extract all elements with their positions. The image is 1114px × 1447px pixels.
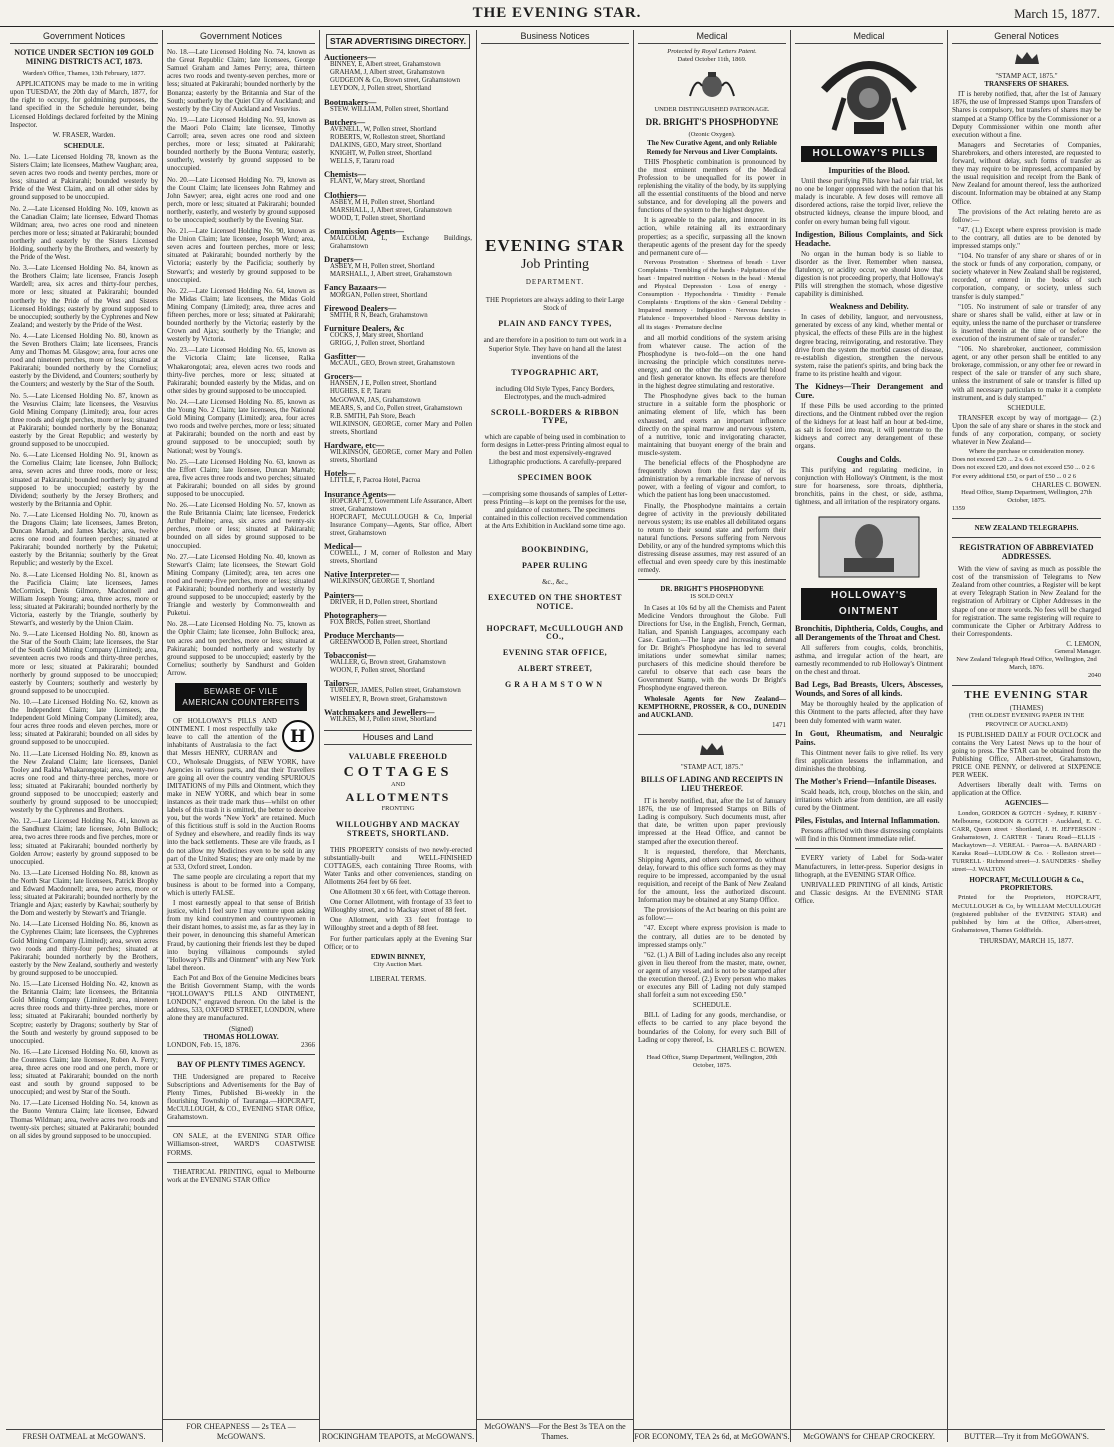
directory-entry: GREENWOOD B, Pollen street, Shortland [330,639,448,646]
directory-entry: WILKES, M J, Pollen street, Shortland [330,715,437,723]
holloway-crest-icon [814,50,924,140]
advertisers-text: Advertisers liberally dealt with. Terms on application at the Office. [952,781,1101,798]
holloway-ointment-banner: HOLLOWAY'S OINTMENT [801,588,937,620]
holding-entry: No. 6.—Late Licensed Holding No. 91, known as the Cornelius Claim; late licensee, John Bullock; area, seven acres and three roods, more or less; situated at Pakirarahi; bounded northerly by ground supposed to be unoccupied; easterly by the Dividend; southerly by the Jersey Brothers; and westerly by the Britannia and Ophir. [10,451,158,508]
section-header: Medical [795,30,943,44]
directory-category: Furniture Dealers, &c [324,322,405,333]
directory-category: Tobacconist— [324,650,376,661]
directory-category: Drapers— [324,254,363,265]
directory-entry: LEYDON, J, Pollen street, Shortland [330,85,431,93]
section-header: STAR ADVERTISING DIRECTORY. [326,34,470,49]
beware-banner [175,683,307,711]
paragraph: "104. No transfer of any share or shares of or in the stock or funds of any corporation, company, or society whatever in New Zealand shall be registered, recorded, or entered in the books of such corporation, company, or society, unless such transfer is duly stamped." [952,252,1101,301]
agency-list: London, GORDON & GOTCH · Sydney, F. KIRBY · Melbourne, GORDON & GOTCH · Auckland, E. C. CARR, Queen street · Shortland, J. H. JEFFERSON · Grahamstown, J. CARTER · Tararu Road—ELLIS · Mackaytown—J. VEREAL · Paeroa—A. BARNARD · Karaka Road—LUDLOW & Co. · Rolleston street—TURRELL · Richmond street—J. SAUNDERS · Shelley street—J. WALTON [952,809,1101,874]
directory-category: Tailors— [324,678,358,689]
directory-category: Gasfitter— [324,351,366,362]
directory-list [324,53,472,724]
holloway-warning-2: The same people are circulating a report that my business is about to be formed into a Company, which is utterly FALSE. [167,872,315,897]
subheading: In Gout, Rheumatism, and Neuralgic Pains. [795,728,943,747]
valuable-freehold: VALUABLE FREEHOLD [348,751,448,761]
schedule-row: Does not exceed £20 ... 2 s. 6 d. [952,456,1035,464]
subheading: Bronchitis, Diphtheria, Colds, Coughs, and all Derangements of the Throat and Chest. [795,624,943,642]
footer-ad: McGOWAN'S for CHEAP CROCKERY. [791,1429,947,1442]
column-general-notices [948,30,1105,1442]
liberal-terms: LIBERAL TERMS. [369,974,426,983]
directory-entry: McCAUL, GEO, Brown street, Grahamstown [330,360,455,368]
divider [795,848,943,849]
divider [952,685,1101,686]
directory-entry: GRAHAM, J, Albert street, Grahamstown [330,69,445,77]
cure-list: Nervous Prostration · Shortness of breath · Liver Complaints · Trembling of the hands · Palpitation of the heart · Impaired nutrition · Noises in the head · Mental and Physical Depression · Loss of energy · Consumption · Hypochondria · Timidity · Female Complaints · Eruptions of the skin · General Debility · Impaired memory · Indigestion · Nervous fancies · Flatulence · Impoverished blood · Nervous debility in all its stages · Premature decline [638,258,786,331]
holding-entry: No. 1.—Late Licensed Holding 78, known as the Sisters Claim; late licensees, Mathew Vaughan; area, seven acres two roods and twenty perches, more or less; situated at Pakirarahi; bounded westerly by Pride of the West Claim, and on all other sides by ground supposed to be unoccupied. [10,152,158,202]
paragraph: All sufferers from coughs, colds, bronchitis, asthma, and irregular action of the heart, are earnestly recommended to rub Holloway's Ointment on the chest and throat. [795,644,943,677]
column-government-notices-1 [6,30,163,1442]
column-medical-1 [634,30,791,1442]
h-trademark-icon [281,719,315,753]
footer-ad: FOR ECONOMY, TEA 2s 6d, at McGOWAN'S. [634,1429,790,1442]
printed-text: Printed for the Proprietors, HOPCRAFT, McCULLOUGH & Co, by WILLIAM McCULLOUGH (registered publisher of the EVENING STAR) and published by him at the Office, Albert-street, Grahamstown, Thames Goldfields. [952,894,1101,934]
scroll-borders: SCROLL-BORDERS & RIBBON TYPE, [491,408,619,426]
directory-entry: DRIVER, H D, Pollen street, Shortland [330,598,438,606]
holding-entry: No. 28.—Late Licensed Holding No. 75, known as the Ophir Claim; late licensee, John Bullock; area, ten acres and ten perches, more or less; situated at Pakirarahi; bounded northerly and westerly by ground supposed to be unoccupied; easterly by the Cornelius; southerly by Sandhurst and Golden Arrow. [167,620,315,677]
holding-entry: No. 21.—Late Licensed Holding No. 90, known as the Union Claim; late licensee, Joseph Word; area, seven acres and fourteen perches, more or less; situated at Pakirarahi; bounded northerly by the Victoria; easterly by the Pacificia; southerly by Stewart's; and westerly by ground supposed to be unoccupied. [167,227,315,284]
caution-sub: IS SOLD ONLY [690,593,734,601]
cottages-heading: COTTAGES [343,765,453,781]
bay-text: THE Undersigned are prepared to Receive Subscriptions and Advertisements for the Bay of Plenty Times, Published Bi-weekly in the flourishing Township of Tauranga.—HOPCRAFT, McCULLOUGH, & CO., EVENING STAR Office, Grahamstown. [167,1072,315,1122]
directory-category: Native Interpreter— [324,569,400,580]
agent-name: EDWIN BINNEY, [370,952,426,961]
subheading: Indigestion, Bilious Complaints, and Sick Headache. [795,229,943,248]
paragraph: "105. No instrument of sale or transfer of any share or shares shall be valid, either at law or in equity, unless the name of the purchaser or transferee is inserted therein at the time of or before the execution of the instrument of sale or transfer." [952,302,1102,343]
directory-category: Auctioneers— [324,52,376,63]
directory-entry: WOON, F, Pollen street, Shortland [330,667,425,675]
directory-category: Chemists— [324,169,367,180]
directory-entry: WISELEY, R, Brown street, Grahamstown [330,695,447,703]
issue-dateline: THURSDAY, MARCH 15, 1877. [979,936,1074,945]
directory-entry: ROBERTS, W, Rolleston street, Shortland [330,133,445,141]
column-medical-2 [791,30,948,1442]
directory-entry: WALLER, G, Brown street, Grahamstown [330,659,446,667]
oldest-label: (THE OLDEST EVENING PAPER IN THE PROVINCE OF AUCKLAND) [968,712,1085,728]
section-header: Government Notices [167,30,315,44]
signed-label: (Signed) [228,1024,254,1033]
allotment-2: One Corner Allotment, with frontage of 33 feet to Willoughby street, and to Mackay street of 88 feet. [324,898,472,915]
divider [167,1054,315,1055]
banner-line: AMERICAN COUNTERFEITS [182,698,300,708]
subheading: The Mother's Friend—Infantile Diseases. [795,776,937,786]
sale-notice: ON SALE, at the EVENING STAR Office Williamson-street, WARD'S COASTWISE FORMS. [167,1132,315,1157]
paragraph: This Ointment never fails to give relief. Its very first application lessens the inflammation, and diminishes the throbbing. [795,748,943,773]
directory-entry: FLANT, W, Mary street, Shortland [330,178,425,186]
subheading: The Kidneys—Their Derangement and Cure. [795,381,943,400]
paragraph: Persons afflicted with these distressing complaints will find in this Ointment immediate relief. [795,827,943,844]
intro-text-2: and are therefore in a position to turn out work in a Superior Style. They have on hand all the latest inventions of the [483,336,627,361]
and-label: AND [390,781,406,789]
paragraph: IT is hereby notified, that, after the 1st of January 1876, the use of Impressed Stamps upon Transfers of Shares is compulsory, but transfers of shares may be stamped at a Stamp Office by the Commissioner or a Deputy Commissioner within one month after execution without a fine. [952,90,1101,139]
paragraph: Managers and Secretaries of Companies, Sharebrokers, and others interested, are requested to forward, without delay, such forms of transfer as they may require to be impressed, accompanied by the usual requisition and receipt from the Bank of New Zealand for amount thereof, less the authorized discount. Information may be obtained at any Stamp Office. [952,140,1101,206]
holding-entry: No. 10.—Late Licensed Holding No. 62, known as the Independent Claim; late licensees, the Independent Gold Mining Company (Limited); area, four acres three roods and eleven perches, more or less; situated at Pakirarahi; bounded on all sides by ground supposed to be unoccupied. [10,697,158,747]
paragraph: May be thoroughly healed by the application of this Ointment to the parts affected, after they have been duly fomented with warm water. [795,700,943,725]
footer-ad: BUTTER—Try it from McGOWAN'S. [948,1429,1105,1442]
paragraph: THIS Phosphetic combination is pronounced by the most eminent members of the Medical Profession to be unequalled for its power in replenishing the vitality of the body, by its supplying all the essential constituents of the blood and nerve substance, and for developing all the powers and functions of the system to the highest degree. [638,157,786,215]
holloway-name: THOMAS HOLLOWAY. [203,1032,279,1041]
etc-label: &c., &c., [542,578,568,587]
paragraph: The provisions of the Act bearing on this point are as follow:— [638,906,786,923]
directory-entry: WILKINSON, GEORGE T, Shortland [330,578,435,586]
notice-title: NOTICE UNDER SECTION 109 GOLD MINING DISTRICTS ACT, 1873. [14,48,154,67]
section-header: Business Notices [481,30,629,44]
directory-category: Grocers— [324,371,362,382]
signature-office: Head Office, Stamp Department, Wellington, 27th October, 1875. [961,488,1092,504]
paragraph: Scald heads, itch, croup, blotches on the skin, and irritations which arise from dentition, are all easily cured by the Ointment. [795,787,943,813]
directory-entry: FOX BROS, Pollen street, Shortland [330,618,431,626]
paragraph: "62. (1.) A Bill of Lading includes also any receipt given in lieu thereof from the master, mate, owner, or agent of any vessel, and is not to be stamped after the execution thereof. (2.) Every person who makes or executes any Bill of Lading not duly stamped shall forfeit a sum not exceeding £50." [638,950,786,1000]
directory-category: Bootmakers— [324,96,377,107]
column-business-notices [477,30,634,1442]
directory-category: Commission Agents— [324,225,405,236]
street-names: WILLOUGHBY AND MACKAY STREETS, SHORTLAND. [335,820,461,838]
holding-entry: No. 20.—Late Licensed Holding No. 79, known as the Count Claim; late licensees John Rahmey and John Sawyer; area, eight acres one rood and one perch, more or less; situated at Pakirarahi; bounded northerly, easterly, and westerly by ground supposed to be unoccupied; southerly by the Evening Star. [167,175,315,224]
fronting-label: FRONTING [381,805,415,813]
subheading: Impurities of the Blood. [828,166,910,176]
divider [952,537,1101,538]
paragraph: IT is hereby notified, that, after the 1st of January 1876, the use of Impressed Stamps on Bills of Lading is compulsory. Such documents must, after that date, be written upon paper previously impressed at the Head Office, and cannot be stamped after the execution thereof. [638,797,786,846]
subheading: Weakness and Debility. [829,302,909,312]
typographic-art: TYPOGRAPHIC ART, [511,367,599,377]
footer-ad: McGOWAN'S—For the Best 3s TEA on the Thames. [477,1419,633,1442]
holding-entry: No. 9.—Late Licensed Holding No. 80, known as the Star of the South Claim; late licensees, the Star of the South Gold Mining Company (Limited); area, seventeen acres two roods and thirty-three perches, more or less; situated at Pakirarahi; bounded northerly by ground supposed to be unoccupied; easterly by Counters; southerly and westerly by ground supposed to be unoccupied. [10,630,158,695]
directory-entry: ASBEY, M H, Pollen street, Shortland [330,263,435,271]
phosphodyne-title: DR. BRIGHT'S PHOSPHODYNE [645,117,779,128]
houses-header: Houses and Land [324,730,472,745]
proprietors: HOPCRAFT, McCULLOUGH & Co., PROPRIETORS. [969,876,1084,893]
bay-title: BAY OF PLENTY TIMES AGENCY. [177,1059,305,1069]
office-name: EVENING STAR OFFICE, [502,647,608,657]
evening-star-heading: EVENING STAR [485,236,625,256]
directory-entry: BINNEY, E, Albert street, Grahamstown [330,61,441,69]
bookbinding: BOOKBINDING, [521,545,589,555]
phosphodyne-subtitle: (Ozonic Oxygen). [688,131,736,139]
schedule-row: For every additional £50, or part of £50 ... 0 2 6 [952,472,1077,480]
signature-office: Head Office, Stamp Department, Wellington, 20th October, 1875. [646,1053,778,1069]
holding-entry: No. 5.—Late Licensed Holding No. 87, known as the Vesuvius Claim; late licensees, the Vesuvius Gold Mining Company (Limited); area, four acres three roods and eight perches, more or less; situated at Pakirarahi; bounded northerly by the Bonanza; easterly by the Great Republic; and westerly by ground supposed to be unoccupied. [10,391,158,449]
registration-text: With the view of saving as much as possible the cost of the transmission of Telegrams to New Zealand from other countries, a Register will be kept at every Telegraph Station in New Zealand for the registration of Arbitrary or Cipher Addresses in the shape of one or more words. No fees will be charged for registration. The same registering will require to communicate the Cipher or Arbitrary Address to their Correspondents. [952,565,1101,638]
ad-number: 1471 [772,720,786,729]
stamp-act-title: "STAMP ACT, 1875." [680,762,744,771]
directory-entry: MORGAN, Pollen street, Shortland [330,291,428,299]
footer-ad: FRESH OATMEAL at McGOWAN'S. [6,1429,162,1442]
section-header: Medical [638,30,786,44]
directory-entry: WELLS, F, Tararu road [330,158,394,166]
holloway-date: LONDON, Feb. 15, 1876. [167,1040,241,1049]
subheading: Coughs and Colds. [836,454,902,464]
holloway-date-line [167,1041,315,1049]
holding-entry: No. 22.—Late Licensed Holding No. 64, known as the Midas Claim; late licensees, the Midas Gold Mining Company (Limited); area, three acres and fifteen perches, more or less; situated at Pakirarahi; bounded northerly by the Victoria; easterly by the Crown and Ajax; southerly by the Triangle; and westerly by Victoria. [167,286,315,344]
royal-arms-icon [682,70,742,100]
ad-number: 2040 [1088,672,1101,680]
directory-entry: HOPCRAFT, McCULLOUGH & Co, Imperial Insurance Company—Agents, Star office, Albert street, Grahamstown [330,513,472,537]
property-text: THIS PROPERTY consists of two newly-erected substantially-built and WELL-FINISHED COTTAGES, each containing Three Rooms, with Water Tanks and other conveniences, standing on Allotments 264 feet by 66 feet. [324,845,472,886]
directory-entry: R.B. SMITH, Pah Store, Beach [330,412,416,420]
caution-text: In Cases at 10s 6d by all the Chemists and Patent Medicine Vendors throughout the Globe. Full Directions for Use, in the English, French, German, Italian, and Spanish Languages, accompany each Case. Caution.—The large and increasing demand for Dr. Bright's Phosphodyne has led to several imitations under somewhat similar names; purchasers of this medicine should therefore be careful to observe that each case bears the Government Stamp, with the words Dr Bright's Phosphodyne engraved thereon. [638,603,786,693]
paragraph: and all morbid conditions of the system arising from whatever cause. The action of the Phosphodyne is two-fold—on the one hand increasing the principle which constitutes nerve-energy, and on the other the most powerful blood and flesh generator known. Its effects are therefore in the highest degree stimulating and restorative. [638,333,786,391]
thames-label: (THAMES) [1009,704,1044,713]
footer-ad: FOR CHEAPNESS — 2s TEA — McGOWAN'S. [163,1419,319,1442]
holding-entry: No. 18.—Late Licensed Holding No. 74, known as the Great Republic Claim; late licensees, George Samuel Graham and James Perry; area, thirteen acres two roods and twenty-seven perches, more or less; situated at Pakirarahi; bounded northerly by the Bonanza; easterly by the Britannia and Star of the South; southerly by the Quiet City of Auckland; and westerly by the City of Auckland and Vesuvius. [167,48,315,113]
crown-icon [697,741,727,757]
agencies-heading: AGENCIES— [1004,799,1049,808]
including-text: including Old Style Types, Fancy Borders, Electrotypes, and the much-admired [495,384,615,401]
proprietors: HOPCRAFT, McCULLOUGH AND CO., [486,623,624,641]
footer-ad: ROCKINGHAM TEAPOTS, at McGOWAN'S. [320,1429,476,1442]
directory-entry: LITTLE, F, Pacroa Hotel, Pacroa [330,477,421,485]
holloway-pills-banner: HOLLOWAY'S PILLS [801,146,937,162]
directory-entry: MALCOLM, L, Exchange Buildings, Grahamstown [330,234,472,251]
stamp-act-title: "STAMP ACT, 1875." [995,72,1058,81]
columns [6,30,1108,1442]
directory-entry: HANSEN, J E, Pollen street, Shortland [330,380,437,388]
allotment-1: One Allotment 30 x 66 feet, with Cottage thereon. [330,888,471,897]
divider [952,518,1101,519]
issue-date: March 15, 1877. [1014,6,1100,21]
directory-entry: WILKINSON, GEORGE, corner Mary and Pollen streets, Shortland [330,449,472,465]
directory-category: Firewood Dealers— [324,302,397,313]
paragraph: "47. Except where express provision is made to the contrary, all duties are to be denoted by impressed stamps only." [638,924,786,949]
signature: W. FRASER, Warden. [52,130,116,139]
allotment-3: One Allotment, with 33 feet frontage to Willoughby street and a depth of 88 feet. [324,916,472,933]
masthead [0,0,1114,27]
paragraph: "47. (1.) Except where express provision is made to the contrary, all duties are to be denoted by impressed stamps only." [952,225,1101,250]
patronage-label: UNDER DISTINGUISHED PATRONAGE. [654,106,770,114]
column-directory [320,30,477,1442]
hygeia-figure-icon [814,512,924,582]
directory-entry: COCKS, J, Mary street, Shortland [330,331,424,339]
holding-entry: No. 23.—Late Licensed Holding No. 65, known as the Victoria Claim; late licensee, Ralka Whakarongotai; area, eleven acres two roods and thirty-five perches, more or less; situated at Pakirarahi; bounded easterly by the Midas, and on other sides by ground supposed to be unoccupied. [167,346,315,395]
directory-category: Hardware, etc— [324,440,385,451]
holloway-warning-4: Each Pot and Box of the Genuine Medicines bears the British Government Stamp, with the words "HOLLOWAY'S PILLS AND OINTMENT, LONDON," engraved thereon. On the label is the address, 533, OXFORD STREET, LONDON, where alone they are manufactured. [167,973,315,1023]
comprising-text: —comprising some thousands of samples of Letter-press Printing—is kept on the premises for the use, and guidance of customers. The specimens contained in this collection received commendation at the Arts Exhibition in Auckland some time ago. [482,489,628,531]
signature: CHARLES C. BOWEN. [716,1045,786,1054]
holding-entry: No. 11.—Late Licensed Holding No. 89, known as the New Zealand Claim; late licensees, Daniel Tooley and Rakha Whakarongotai; area, twenty-two acres one rood and thirty-three perches, more or less; situated at Pakirarahi; bounded northerly by ground supposed to be unoccupied; easterly and southerly by ground supposed to be unoccupied; westerly by the Cyphrenes and Brothers. [10,749,158,815]
dateline: Warden's Office, Thames, 13th February, 1877. [22,70,146,78]
subheading: Bad Legs, Bad Breasts, Ulcers, Abscesses, Wounds, and Sores of all kinds. [795,680,943,699]
ad-number: 2366 [301,1040,315,1049]
executed-notice: EXECUTED ON THE SHORTEST NOTICE. [487,593,623,611]
bills-title: BILLS OF LADING AND RECEIPTS IN LIEU THEREOF. [640,775,784,794]
directory-category: Photographers— [324,609,387,620]
evening-star-title: THE EVENING STAR [964,689,1089,702]
job-printing-heading: Job Printing [520,257,590,273]
holding-entry: No. 8.—Late Licensed Holding No. 81, known as the Pacificia Claim; late licensees, James McCormick, Denis Gilmore, Macdonnell and William Joseph Young; area, three acres, more or less; situated at Pakirarahi; bounded northerly by the Victoria, easterly by the Triangle, southerly by Stewart's, and westerly by the Union Claim. [10,570,158,628]
paragraph: "106. No sharebroker, auctioneer, commission agent, or any other person shall be entitled to any brokerage, commission, or any other fee or reward in respect of the sale or transfer of any such share, unless the instrument of sale or transfer is filled up with all necessary particulars to make it a complete instrument, and is duly stamped." [952,345,1101,402]
section-header: Government Notices [10,30,158,44]
wholesale-agents: Wholesale Agents for New Zealand—KEMPTHORNE, PROSSER, & CO., DUNEDIN and AUCKLAND. [638,694,786,719]
holding-entry: No. 25.—Late Licensed Holding No. 63, known as the Effort Claim; late licensee, Duncan Marnab; area, five acres three roods and two perches; situated at Pakirarahi; bounded on all sides by ground supposed to be unoccupied. [167,457,315,498]
directory-entry: DALKINS, GEO, Mary street, Shortland [330,142,442,150]
specimen-book: SPECIMEN BOOK [517,472,593,482]
directory-entry: GRIGG, J, Pollen street, Shortland [330,340,425,347]
paragraph: In cases of debility, languor, and nervousness, generated by excess of any kind, whether mental or physical, the effects of these Pills are in the highest degree bracing, reinvigorating, and restorative. They drive from the system the morbid causes of disease, re-establish digestion, strengthen the nervous system, raise the patient's spirits, and bring back the frame to its pristine health and vigour. [795,313,943,378]
paragraph: The Phosphodyne gives back to the human structure in a suitable form the phosphoric or animating element of life, which has been exhausted, and exerts an important influence directly on the spinal marrow and nervous system, of a nutritive, tonic and invigorating character, maintaining that buoyant energy of the brain and muscle-system. [638,392,786,457]
paragraph: The provisions of the Act relating hereto are as follow:— [952,207,1101,224]
holding-entry: No. 15.—Late Licensed Holding No. 42, known as the Britannia Claim; late licensees, the Britannia Gold Mining Company (Limited); area, nineteen acres three roods and thirty-three perches, more or less; situated at Pakirarahi; bounded northerly by Sceptre; easterly by Dragons; southerly by Star of the South and westerly by ground supposed to be unoccupied. [10,980,158,1045]
label-printing-ad: EVERY variety of Label for Soda-water Manufacturers, in letter-press. Superior designs in lithograph, at the EVENING STAR Office. [795,854,943,879]
banner-line: BEWARE OF VILE [203,687,279,697]
tagline: The New Curative Agent, and only Reliable Remedy for Nervous and Liver Complaints. [646,139,778,156]
directory-category: Hotels— [324,468,356,479]
subheading: Piles, Fistulas, and Internal Inflammation. [795,816,940,826]
directory-category: Watchmakers and Jewellers— [324,706,435,717]
directory-entry: GUDGEON & Co, Brown street, Grahamstown [330,77,461,85]
directory-category: Insurance Agents— [324,488,396,499]
divider [638,579,786,580]
further-particulars: For further particulars apply at the Evening Star Office; or to [324,934,472,951]
directory-entry: TURNER, JAMES, Pollen street, Grahamstown [330,687,461,695]
paragraph: It is agreeable to the palate, and innocent in its action, while retaining all its extraordinary properties; as a specific, surpassing all the known therapeutic agents of the present day for the speedy and permanent cure of— [638,216,786,257]
albert-street: ALBERT STREET, [517,663,593,673]
directory-category: Painters— [324,589,363,600]
svg-text:H: H [289,727,307,748]
paragraph: If these Pills be used according to the printed directions, and the Ointment rubbed over the region of the kidneys for at least half an hour at bed-time, as salt is forced into meat, it will penetrate to the kidneys and correct any derangement of these organs. [795,401,943,451]
unrivalled-printing-ad: UNRIVALLED PRINTING of all kinds, Artistic and Classic designs. At the EVENING STAR Office. [795,880,943,905]
directory-category: Clothiers— [324,189,367,200]
directory-entry: MARSHALL, J, Albert street, Grahamstown [330,206,452,214]
holding-entry: No. 3.—Late Licensed Holding No. 84, known as the Brothers Claim; late licensee, Francis Joseph Wardell; area, six acres and thirty-four perches, more or less; situated at Pakirarahi; bounded northerly by the Pride of the West and Sisters Licensed Holdings; easterly by ground supposed to be unoccupied; southerly by the Cyphrenes and New Zealand; and westerly by the Pride of the West. [10,264,158,329]
allotments-heading: ALLOTMENTS [345,790,451,805]
holding-entry: No. 16.—Late Licensed Holding No. 60, known as the Countess Claim; late licensee, Ruben A. Ferry; area, three acres one rood and one perch, more or less; situated at Pakirarahi; bounded on the north east and south by ground supposed to be unoccupied; and west by Star of the South. [10,1047,158,1097]
directory-entry: MARSHALL, J, Albert street, Grahamstown [330,271,452,279]
dated-label: Dated October 11th, 1869. [677,56,747,64]
holding-entry: No. 4.—Late Licensed Holding No. 80, known as the Seven Brothers Claim; late licensees, Francis Amy and Thomas M. Glasgow; area, four acres one rood and nineteen perches, more or less; situated at Pakirarahi; bounded northerly by the Cornelius; easterly by the Dividend, and Counters; southerly by the Counters; and westerly by the Star of the South. [10,331,158,389]
agent-sub: City Auction Mart. [373,960,423,968]
schedule-heading: SCHEDULE. [63,141,105,150]
divider [638,734,786,735]
combination-text: which are capable of being used in combination to form designs in Letter-press Printing almost equal to the best and most expensively-engraved Lithographic productions. A carefully-prepared [481,433,629,466]
transfers-title: TRANSFERS OF SHARES. [984,80,1069,89]
holding-entry: No. 27.—Late Licensed Holding No. 40, known as Stewart's Claim; late licensees, the Stewart Gold Mining Company (Limited); area, ten acres one rood and twenty-five perches, more or less; situated at Pakirarahi; bounded northerly and westerly by ground supposed to be unoccupied; easterly by the Triangle and westerly by Commonwealth and Puketui. [167,552,315,618]
holding-entry: No. 13.—Late Licensed Holding No. 88, known as the North Star Claim; late licensees, Patrick Brophy and Edward Macdonnell; area, two acres, more or less; situated at Pakirarahi; bounded northerly by the Triangle and Ajax; easterly by Kawhai; southerly by the Dom and westerly by Stewart's and Triangle. [10,868,158,918]
crown-icon [1012,50,1042,66]
theatrical-notice: THEATRICAL PRINTING, equal to Melbourne work at the EVENING STAR Office [167,1167,315,1184]
published-text: IS PUBLISHED DAILY at FOUR O'CLOCK and contains the Very Latest News up to the hour of going to press. The STAR can be obtained from the Publishing Office, Albert-street, Grahamstown, PRICE ONE PENNY, or delivered at SIXPENCE PER WEEK. [952,730,1101,780]
directory-entry: ASBEY, M H, Pollen street, Shortland [330,198,435,206]
signature-title: General Manager. [1054,648,1101,655]
spacer [481,48,629,228]
holding-entry: No. 7.—Late Licensed Holding No. 70, known as the Dragons Claim; late licensees, James Breton, Duncan Marnab, and James Macky; area, twelve acres one rood and fourteen perches; situated at Pakirarahi; bounded northerly by the Puketui; easterly by the Britannia; southerly by the Great Republic; and westerly by the Excel. [10,510,158,568]
plain-fancy-types: PLAIN AND FANCY TYPES, [498,319,612,329]
intro-text: THE Proprietors are always adding to their Large Stock of [485,296,625,313]
directory-entry: WILKINSON, GEORGE, corner Mary and Pollen streets, Shortland [330,420,472,436]
directory-category: Medical— [324,541,362,552]
directory-entry: HOPCRAFT, J, Government Life Assurance, Albert street, Grahamstown [330,497,472,513]
department-label: DEPARTMENT. [525,278,585,287]
directory-entry: MEARS, S, and Co, Pollen street, Grahamstown [330,404,463,412]
registration-title: REGISTRATION OF ABBREVIATED ADDRESSES. [959,543,1094,562]
divider [167,1126,315,1127]
paragraph: It is requested, therefore, that Merchants, Shipping Agents, and others concerned, do without delay, forward to this office such forms as they may require to be impressed, accompanied by the usual requisition, and receipt of the Bank of New Zealand for the amount, less the authorized discount. Information may be obtained at any Stamp Office. [638,847,786,905]
holloway-warning-3: I most earnestly appeal to that sense of British justice, which I feel sure I may venture upon asking from my kind countrymen and countrywomen in their distant homes, to assist me, as far as they lay in their power, in denouncing this shameful American Fraud, by cautioning their friends lest they be duped into buying villainous compounds styled "Holloway's Pills and Ointment" with any New York label thereon. [167,899,315,972]
paragraph: Finally, the Phosphodyne maintains a certain degree of activity in the previously debilitated nervous system; its use enables all debilitated organs to return to their sound state and perform their natural functions. Persons suffering from Nervous Debility, or any of the hundred symptoms which this distressing disease assumes, may rest assured of an effectual and even speedy cure by this inestimable remedy. [638,501,786,575]
grahamstown: GRAHAMSTOWN [505,680,605,689]
signature-office: New Zealand Telegraph Head Office, Wellington, 2nd March, 1876. [956,656,1097,672]
directory-category: Produce Merchants— [324,629,404,640]
schedule-heading: SCHEDULE. [1007,403,1046,412]
directory-entry: KNIGHT, W, Pollen street, Shortland [330,150,432,158]
telegraphs-title: NEW ZEALAND TELEGRAPHS. [974,523,1079,532]
schedule-heading: SCHEDULE. [692,1001,732,1010]
directory-entry: HUGHES, E P, Tararu [330,388,391,396]
directory-category: Butchers— [324,116,366,127]
directory-entry: AVENELL, W, Pollen street, Shortland [330,125,437,133]
notice-intro: APPLICATIONS may be made to me in writing upon TUESDAY, the 20th day of March, 1877, for the right to occupy, for goldmining purposes, the land specified in the Schedule hereunder, being Licensed Holdings declared forfeited by the Mining Inspector. [10,80,158,129]
column-government-notices-2 [163,30,320,1442]
divider [167,1162,315,1163]
signature: C. LEMON, [1066,639,1101,648]
paragraph: The beneficial effects of the Phosphodyne are frequently shown from the first day of its administration by a remarkable increase of nervous power, with a feeling of vigour and comfort, to which the patient has long been unaccustomed. [638,459,786,500]
holding-entry: No. 14.—Late Licensed Holding No. 86, known as the Cyphrenes Claim; late licensees, the Cyphrenes Gold Mining Company (Limited); area, seven acres two roods and thirty-four perches; situated at Pakirarahi; bounded northerly by the Brothers, easterly by the New Zealand, southerly and westerly by ground supposed to be unoccupied. [10,920,158,977]
holding-entry: No. 12.—Late Licensed Holding No. 41, known as the Sandhurst Claim; late licensee, John Bullock; area, two acres three roods and five perches, more or less; situated at Pakirarahi; bounded northerly by Golden Arrow; easterly by ground supposed to be unoccupied. [10,817,158,866]
signature: CHARLES C. BOWEN. [1031,480,1101,489]
schedule-text: TRANSFER except by way of mortgage— (2.) Upon the sale of any share or shares in the stock and funds of any corporation, company, or society whatever in New Zealand— [952,413,1101,447]
holding-entry: No. 24.—Late Licensed Holding No. 85, known as the Young No. 2 Claim; late licensees, the National Gold Mining Company (Limited); area, four acres two roods and twelve perches, more or less; situated at Pakirarahi; bounded on the north and east by ground supposed to be unoccupied; south by National; west by Young's. [167,397,315,455]
holding-entry: No. 2.—Late Licensed Holding No. 109, known as the Canadian Claim; late licensee, Edward Thomas Wildman; area, two acres one rood and nineteen perches more or less; situated at Pakirarahi; bounded northerly and easterly by the Sisters Licensed Holding, southerly by the Brothers, and westerly by the Pride of the West. [10,204,158,262]
paragraph: This purifying and regulating medicine, in conjunction with Holloway's Ointment, is the most sure for hoarseness, sore throats, diphtheria, bronchitis, pains in the chest, or side, asthma, tightness, and all irritation of the respiratory organs. [795,465,943,506]
caution-title: DR. BRIGHT'S PHOSPHODYNE [660,585,764,594]
directory-category: Fancy Bazaars— [324,282,387,293]
directory-entry: McGOWAN, JAS, Grahamstown [330,396,421,404]
ad-number: 1359 [952,504,965,512]
newspaper-title: THE EVENING STAR. [472,5,642,21]
protected-label: Protected by Royal Letters Patent. [667,48,757,56]
holloway-warning: OF HOLLOWAY'S PILLS AND OINTMENT. I most respectfully take leave to call the attention of the inhabitants of Australasia to the fact that Messrs HENRY, CURRAN and CO., Wholesale Druggists, of NEW YORK, have Agencies in various parts, and that their Travellers are going all over the country vending SPURIOUS IMITATIONS of my Pills and Ointment, which they make in NEW YORK, and which bear in some instances as their trade mark thus—whilst on other labels of this trash it is omitted, the better to deceive you, but the words "New York" are retained. Much of this fictitious stuff is sold in the Auction Rooms of Sydney and elsewhere, and readily finds its way into the back settlements. These are vile frauds, as I do not allow my Medicines even to be sold in any part of the United States; they are only made by me at 533, Oxford street, London. [167,717,315,871]
paper-ruling: PAPER RULING [521,561,589,571]
holding-entry: No. 26.—Late Licensed Holding No. 57, known as the Rule Britannia Claim; late licensee, Frederick Arthur Pulleine; area, six acres and twenty-six perches, more or less; situated at Pakirarahi; bounded on all sides by ground supposed to be unoccupied. [167,501,315,550]
section-header: General Notices [952,30,1101,44]
directory-entry: STEW. WILLIAM, Pollen street, Shortland [330,105,449,113]
directory-entry: SMITH, R N, Beach, Grahamstown [330,311,428,319]
paragraph: No organ in the human body is so liable to disorder as the liver. Remember when nausea, flatulency, or acidity occur, we should know that digestion is not proceeding properly, that Holloway's Pills will strengthen the stomach, whose digestive capability is diminished. [795,249,943,299]
schedule-table-head: Where the purchase or consideration money. [968,448,1085,456]
schedule-row: Does not exceed £20, and does not exceed £50 ... 0 2 6 [952,464,1095,472]
directory-entry: COWELL, J M, corner of Rolleston and Mary streets, Shortland [330,550,472,566]
bill-of-lading: BILL of Lading for any goods, merchandise, or effects to be carried to any place beyond the boundaries of the Colony, for every such Bill of Lading or copy thereof, 1s. [638,1011,786,1044]
holding-entry: No. 17.—Late Licensed Holding No. 54, known as the Buono Ventura Claim; late licensee, Edward Thomas Wildman; area, twelve acres two roods and twenty-six perches; situated at Pakirarahi; bounded on all sides by ground supposed to be unoccupied. [10,1099,158,1140]
paragraph: Until these purifying Pills have had a fair trial, let no one be longer oppressed with the notion that his malady is incurable. A few doses will remove all disordered actions, raise the torpid liver, relieve the obstructed kidneys, cleanse the impure blood, and confer on every human being full vigour. [795,177,943,226]
directory-entry: WOOD, T, Pollen street, Shortland [330,214,426,222]
holding-entry: No. 19.—Late Licensed Holding No. 93, known as the Maori Polo Claim; late licensee, Timothy Carroll; area, seven acres one rood and sixteen perches, more or less; situated at Pakirarahi; bounded northerly by the Buona Ventura; easterly, southerly, westerly by ground supposed to be unoccupied. [167,115,315,173]
